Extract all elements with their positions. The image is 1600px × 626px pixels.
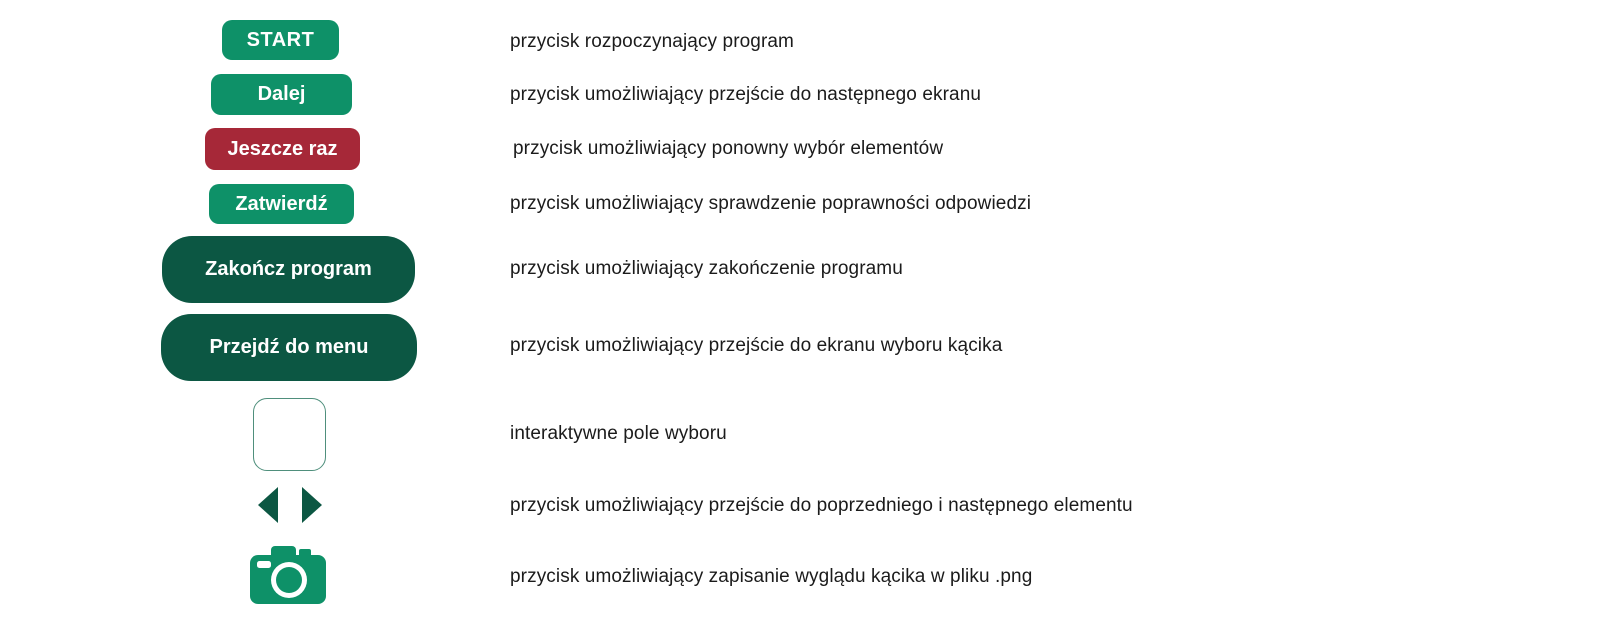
exit-program-button[interactable]: Zakończ program xyxy=(162,236,415,303)
prev-next-arrows-description: przycisk umożliwiający przejście do poprzedniego i następnego elementu xyxy=(510,495,1133,516)
choice-field[interactable] xyxy=(253,398,326,471)
start-button[interactable]: START xyxy=(222,20,339,60)
previous-arrow-icon[interactable] xyxy=(258,487,278,523)
retry-button-description: przycisk umożliwiający ponowny wybór elementów xyxy=(513,138,944,159)
exit-program-button-description: przycisk umożliwiający zakończenie programu xyxy=(510,258,903,279)
confirm-button[interactable]: Zatwierdź xyxy=(209,184,354,224)
camera-icon[interactable] xyxy=(250,546,326,604)
retry-button[interactable]: Jeszcze raz xyxy=(205,128,360,170)
go-to-menu-button-description: przycisk umożliwiający przejście do ekranu wyboru kącika xyxy=(510,335,1003,356)
go-to-menu-button[interactable]: Przejdź do menu xyxy=(161,314,417,381)
start-button-description: przycisk rozpoczynający program xyxy=(510,31,794,52)
confirm-button-description: przycisk umożliwiający sprawdzenie poprawności odpowiedzi xyxy=(510,193,1032,214)
choice-field-description: interaktywne pole wyboru xyxy=(510,423,727,444)
next-button[interactable]: Dalej xyxy=(211,74,352,115)
next-button-description: przycisk umożliwiający przejście do następnego ekranu xyxy=(510,84,982,105)
next-arrow-icon[interactable] xyxy=(302,487,322,523)
camera-button-description: przycisk umożliwiający zapisanie wyglądu kącika w pliku .png xyxy=(510,566,1033,587)
prev-next-arrows xyxy=(258,487,322,523)
